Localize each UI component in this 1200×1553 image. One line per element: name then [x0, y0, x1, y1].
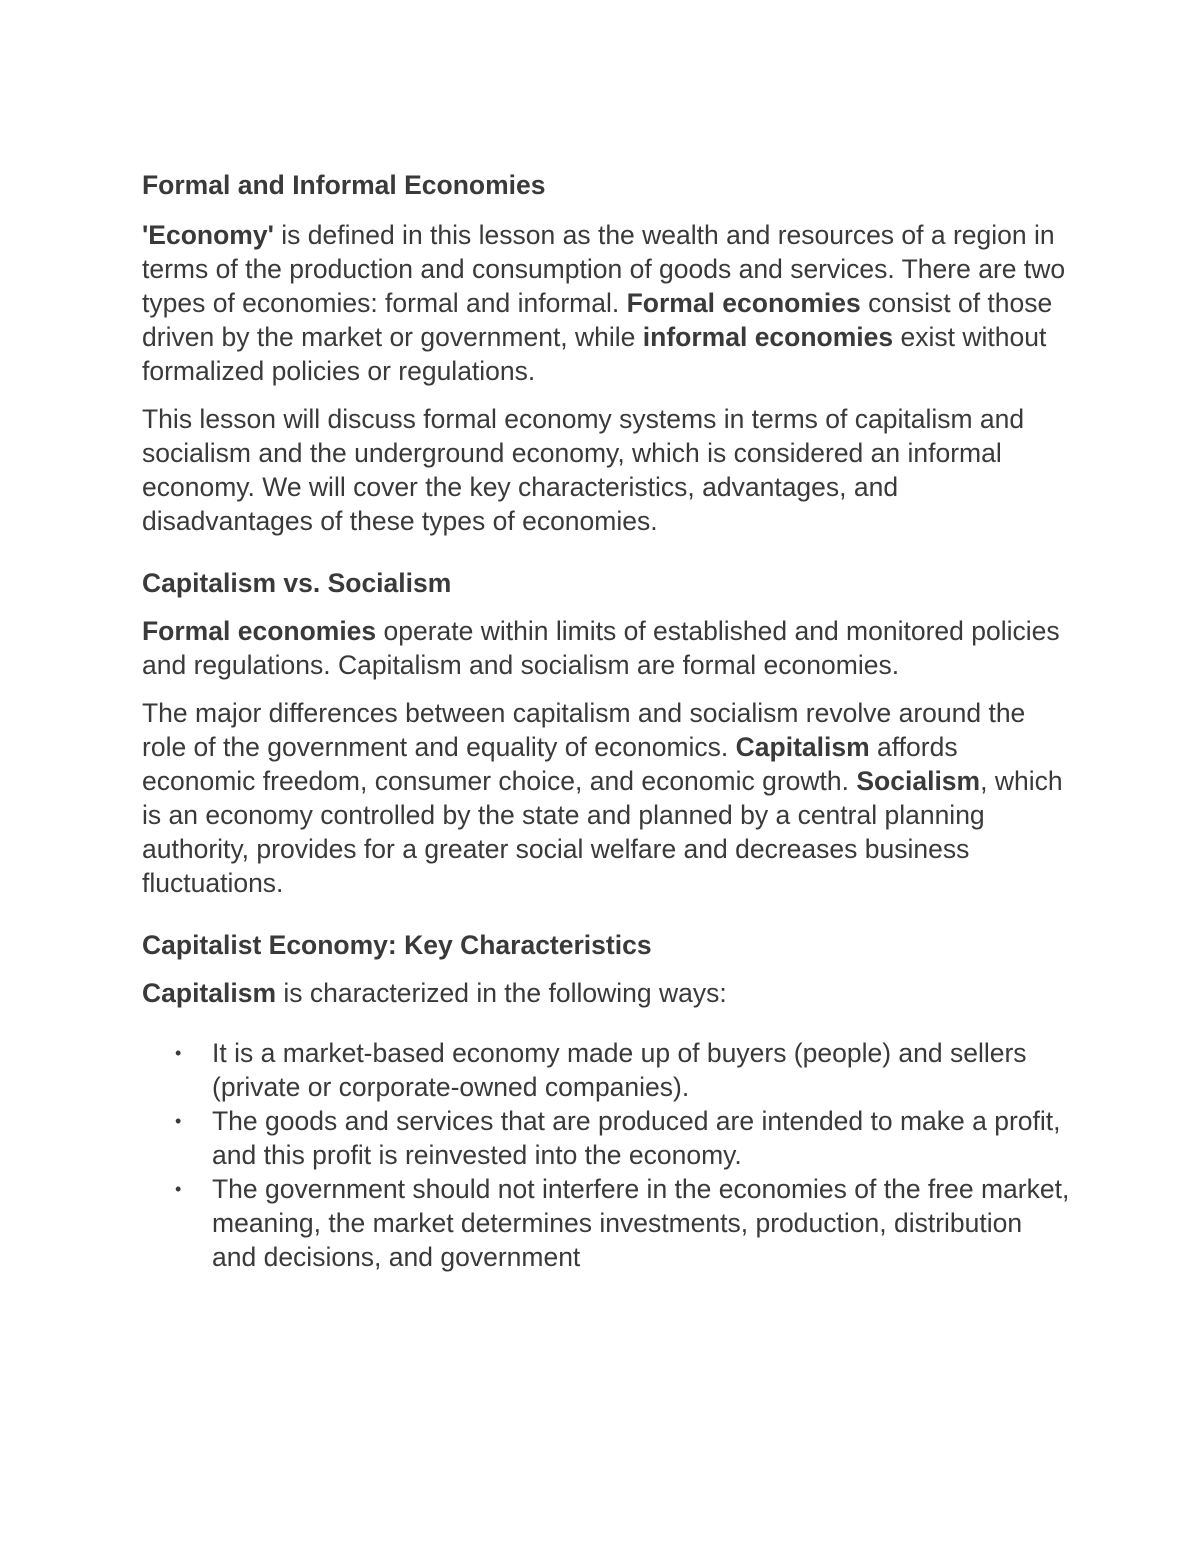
bullet-icon: •: [175, 1043, 182, 1063]
text-segment: affords economic freedom, consumer choice, and economic growth.: [142, 732, 958, 796]
section-heading-capitalism-vs-socialism: Capitalism vs. Socialism: [142, 568, 452, 598]
term-economy: 'Economy': [142, 220, 274, 250]
text-segment: is defined in this lesson as the wealth and resources of a region in terms of the production and consumption of goods and services. There are two types of economies: formal and informal.: [142, 220, 1066, 318]
text-segment: operate within limits of established and monitored policies and regulations. Capitalism and socialism are formal economies.: [142, 616, 1060, 680]
text-segment: The major differences between capitalism and socialism revolve around the role of the government and equality of economics.: [142, 698, 1026, 762]
list-item: [142, 1036, 1072, 1104]
text-segment: is characterized in the following ways:: [276, 978, 727, 1008]
characteristics-list: [142, 1036, 1072, 1274]
term-informal-economies: informal economies: [642, 322, 894, 352]
text-segment: exist without formalized policies or regulations.: [142, 322, 1047, 386]
section-heading-formal-informal: Formal and Informal Economies: [142, 170, 546, 200]
paragraph-formal-economies: [142, 614, 1072, 682]
term-socialism: Socialism: [856, 766, 981, 796]
term-capitalism: Capitalism: [735, 732, 870, 762]
paragraph-lesson-overview: This lesson will discuss formal economy systems in terms of capitalism and socialism and the underground economy, which is considered an informal economy. We will cover the key characteristics, advantages, and disadvantages of these types of economies.: [142, 404, 1025, 536]
paragraph-capitalism-intro: [142, 976, 1072, 1010]
section-heading-capitalist-characteristics: Capitalist Economy: Key Characteristics: [142, 930, 652, 960]
paragraph-major-differences: [142, 696, 1072, 900]
bullet-icon: •: [175, 1179, 182, 1199]
term-formal-economies: Formal economies: [626, 288, 861, 318]
list-item: [142, 1172, 1072, 1274]
paragraph-economy-definition: [142, 218, 1072, 388]
list-item-text: It is a market-based economy made up of buyers (people) and sellers (private or corporate-owned companies).: [212, 1038, 1027, 1102]
term-formal-economies: Formal economies: [142, 616, 377, 646]
list-item-text: The goods and services that are produced are intended to make a profit, and this profit is reinvested into the economy.: [212, 1106, 1061, 1170]
document-page: [142, 168, 1072, 1274]
list-item: [142, 1104, 1072, 1172]
text-segment: consist of those driven by the market or government, while: [142, 288, 1053, 352]
text-segment: , which is an economy controlled by the state and planned by a central planning authority, provides for a greater social welfare and decreases business fluctuations.: [142, 766, 1063, 898]
list-item-text: The government should not interfere in the economies of the free market, meaning, the market determines investments, production, distribution and decisions, and government: [212, 1174, 1070, 1272]
bullet-icon: •: [175, 1111, 182, 1131]
term-capitalism: Capitalism: [142, 978, 277, 1008]
